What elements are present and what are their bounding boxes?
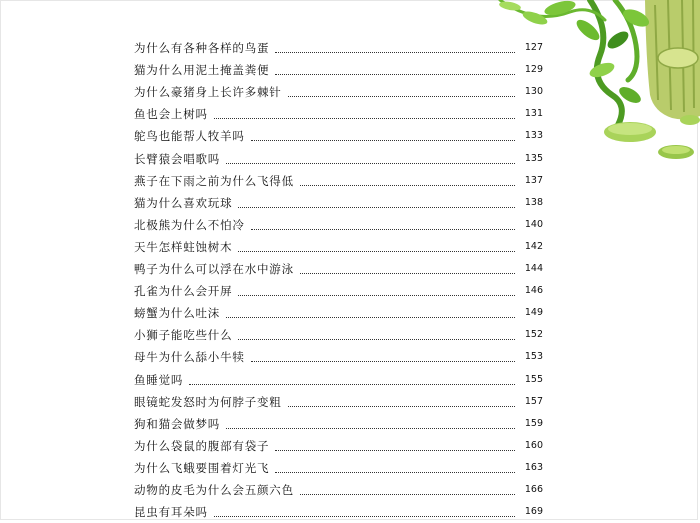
- toc-entry-page: 130: [524, 86, 543, 98]
- toc-entry[interactable]: [134, 501, 543, 523]
- toc-entry-title: 鸵鸟也能帮人牧羊吗: [134, 129, 245, 144]
- toc-entry-title: 狗和猫会做梦吗: [134, 416, 221, 431]
- toc-dot-leader: [300, 185, 515, 186]
- toc-entry-page: 142: [524, 240, 543, 252]
- toc-entry-page: 129: [524, 64, 543, 76]
- toc-entry[interactable]: [134, 435, 543, 457]
- toc-entry-page: 155: [524, 373, 543, 385]
- toc-entry-title: 鸭子为什么可以浮在水中游泳: [134, 262, 294, 277]
- toc-entry-title: 螃蟹为什么吐沫: [134, 306, 221, 321]
- toc-entry-title: 母牛为什么舔小牛犊: [134, 350, 245, 365]
- toc-dot-leader: [214, 118, 515, 119]
- toc-entry-page: 131: [524, 108, 543, 120]
- toc-entry-page: 135: [524, 152, 543, 164]
- toc-dot-leader: [288, 406, 515, 407]
- toc-entry-page: 140: [524, 218, 543, 230]
- toc-dot-leader: [238, 295, 515, 296]
- rock: [680, 115, 700, 125]
- toc-entry-title: 鱼睡觉吗: [134, 372, 184, 387]
- toc-entry-page: 153: [524, 351, 543, 363]
- toc-entry-page: 133: [524, 130, 543, 142]
- toc-entry[interactable]: [134, 479, 543, 501]
- vine: [590, 0, 622, 125]
- leaf: [605, 28, 632, 52]
- toc-entry-page: 169: [524, 506, 543, 518]
- toc-entry-page: 137: [524, 174, 543, 186]
- toc-dot-leader: [275, 52, 515, 53]
- toc-entry[interactable]: [134, 346, 543, 368]
- trunk-top: [658, 48, 698, 68]
- toc-entry-page: 166: [524, 483, 543, 495]
- toc-entry[interactable]: [134, 147, 543, 169]
- toc-entry[interactable]: [134, 302, 543, 324]
- toc-dot-leader: [275, 74, 515, 75]
- toc-dot-leader: [251, 361, 515, 362]
- toc-entry[interactable]: [134, 324, 543, 346]
- toc-entry[interactable]: [134, 258, 543, 280]
- toc-entry-page: 146: [524, 285, 543, 297]
- toc-entry-title: 昆虫有耳朵吗: [134, 505, 208, 520]
- toc-entry-page: 144: [524, 263, 543, 275]
- toc-entry[interactable]: [134, 280, 543, 302]
- toc-entry-page: 149: [524, 307, 543, 319]
- toc-entry-title: 北极熊为什么不怕冷: [134, 217, 245, 232]
- toc-entry-title: 天牛怎样蛀蚀树木: [134, 239, 233, 254]
- toc-dot-leader: [226, 428, 515, 429]
- toc-entry-title: 为什么豪猪身上长许多棘针: [134, 85, 282, 100]
- toc-entry[interactable]: [134, 103, 543, 125]
- toc-entry-title: 为什么袋鼠的腹部有袋子: [134, 438, 270, 453]
- toc-entry-page: 152: [524, 329, 543, 341]
- toc-entry-title: 眼镜蛇发怒时为何脖子变粗: [134, 394, 282, 409]
- toc-entry[interactable]: [134, 170, 543, 192]
- toc-entry-title: 为什么飞蛾要围着灯光飞: [134, 460, 270, 475]
- toc-entry-page: 163: [524, 461, 543, 473]
- leaf: [588, 60, 617, 80]
- toc-entry-title: 燕子在下雨之前为什么飞得低: [134, 173, 294, 188]
- toc-entry[interactable]: [134, 368, 543, 390]
- toc-dot-leader: [275, 450, 515, 451]
- toc-entry-title: 动物的皮毛为什么会五颜六色: [134, 482, 294, 497]
- toc-dot-leader: [251, 229, 515, 230]
- rock: [608, 123, 652, 135]
- toc-entry-page: 138: [524, 196, 543, 208]
- toc-dot-leader: [275, 472, 515, 473]
- toc-entry[interactable]: [134, 214, 543, 236]
- toc-dot-leader: [300, 273, 515, 274]
- toc-dot-leader: [189, 384, 515, 385]
- toc-dot-leader: [251, 140, 515, 141]
- toc-dot-leader: [238, 251, 515, 252]
- toc-entry[interactable]: [134, 457, 543, 479]
- toc-entry-title: 猫为什么用泥土掩盖粪便: [134, 63, 270, 78]
- toc-entry-title: 猫为什么喜欢玩球: [134, 195, 233, 210]
- toc-entry-page: 127: [524, 42, 543, 54]
- toc-entry[interactable]: [134, 81, 543, 103]
- toc-entry-page: 160: [524, 439, 543, 451]
- toc-dot-leader: [214, 516, 515, 517]
- toc-entry[interactable]: [134, 236, 543, 258]
- toc-entry[interactable]: [134, 413, 543, 435]
- toc-dot-leader: [226, 163, 515, 164]
- toc-entry-title: 孔雀为什么会开屏: [134, 284, 233, 299]
- toc-entry-title: 长臂猿会唱歌吗: [134, 151, 221, 166]
- toc-entry-title: 小狮子能吃些什么: [134, 328, 233, 343]
- toc-entry[interactable]: [134, 37, 543, 59]
- toc-dot-leader: [238, 339, 515, 340]
- toc-entry-title: 为什么有各种各样的鸟蛋: [134, 41, 270, 56]
- toc-entry[interactable]: [134, 59, 543, 81]
- toc-entry-page: 157: [524, 395, 543, 407]
- rock: [662, 146, 690, 154]
- toc-entry-page: 159: [524, 417, 543, 429]
- table-of-contents: [134, 37, 543, 523]
- toc-entry[interactable]: [134, 391, 543, 413]
- toc-entry[interactable]: [134, 192, 543, 214]
- toc-dot-leader: [288, 96, 515, 97]
- toc-dot-leader: [300, 494, 515, 495]
- toc-dot-leader: [226, 317, 515, 318]
- toc-dot-leader: [238, 207, 515, 208]
- toc-entry-title: 鱼也会上树吗: [134, 107, 208, 122]
- toc-entry[interactable]: [134, 125, 543, 147]
